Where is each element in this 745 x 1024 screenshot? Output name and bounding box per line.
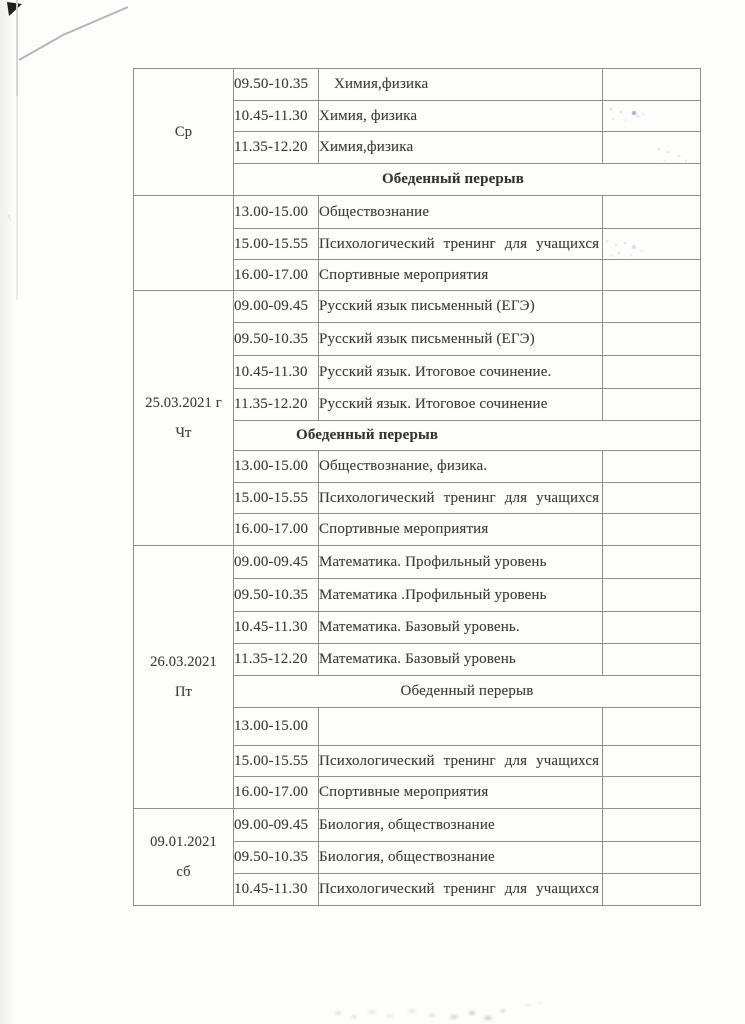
time-cell: 16.00-17.00 [234,514,319,546]
lunch-cell: Обеденный перерыв [234,421,701,451]
subject-cell: Психологический тренинг для учащихся [319,483,603,514]
notes-cell [603,612,701,644]
notes-cell [603,579,701,612]
subject-cell: Спортивные мероприятия [319,260,603,291]
time-cell: 15.00-15.55 [234,483,319,514]
corner-mark-icon [7,2,22,16]
notes-cell [603,842,701,874]
subject-cell: Математика. Базовый уровень. [319,612,603,644]
notes-cell [603,874,701,906]
time-cell: 10.45-11.30 [234,356,319,389]
subject-cell: Русский язык. Итоговое сочинение [319,389,603,421]
date-cell [134,809,234,906]
subject-cell: Обществознание, физика. [319,451,603,483]
subject-cell: Математика .Профильный уровень [319,579,603,612]
subject-cell: Математика. Профильный уровень [319,546,603,579]
date-label: 25.03.2021 г [145,394,222,411]
subject-cell: Психологический тренинг для учащихся [319,746,603,777]
time-cell: 09.50-10.35 [234,842,319,874]
table-row [134,69,701,101]
time-cell: 16.00-17.00 [234,260,319,291]
subject-cell: Спортивные мероприятия [319,777,603,809]
notes-cell [603,260,701,291]
subject-cell: Спортивные мероприятия [319,514,603,546]
date-cell [134,69,234,196]
notes-cell [603,291,701,323]
notes-cell [603,132,701,164]
subject-cell [319,708,603,746]
notes-cell [603,514,701,546]
date-label: 09.01.2021 [150,833,217,850]
notes-cell [603,323,701,356]
date-cell [134,291,234,546]
notes-cell [603,229,701,260]
table-row [134,196,701,229]
notes-cell [603,483,701,514]
time-cell: 10.45-11.30 [234,612,319,644]
schedule-table [133,68,701,906]
time-cell: 09.00-09.45 [234,809,319,842]
notes-cell [603,809,701,842]
blue-ink-smudge [610,108,612,110]
table-row [134,809,701,842]
time-cell: 09.00-09.45 [234,291,319,323]
subject-cell: Обществознание [319,196,603,229]
subject-cell: Психологический тренинг для учащихся [319,874,603,906]
table-row [134,546,701,579]
subject-cell: Химия,физика [319,69,603,101]
gray-speck [8,215,10,217]
day-label: Чт [175,424,192,441]
subject-cell: Математика. Базовый уровень [319,644,603,676]
subject-cell: Русский язык. Итоговое сочинение. [319,356,603,389]
notes-cell [603,777,701,809]
notes-cell [603,451,701,483]
notes-cell [603,196,701,229]
subject-cell: Химия, физика [319,101,603,132]
time-cell: 09.50-10.35 [234,69,319,101]
notes-cell [603,644,701,676]
table-row [134,291,701,323]
notes-cell [603,708,701,746]
subject-cell: Русский язык письменный (ЕГЭ) [319,323,603,356]
time-cell: 11.35-12.20 [234,132,319,164]
blue-ink-smudge [606,240,608,242]
date-cell [134,546,234,809]
subject-cell: Биология, обществознание [319,842,603,874]
subject-cell: Биология, обществознание [319,809,603,842]
time-cell: 16.00-17.00 [234,777,319,809]
time-cell: 13.00-15.00 [234,451,319,483]
day-label: сб [176,863,191,880]
date-cell [134,196,234,291]
ink-bleedthrough-smudge [320,997,548,1024]
notes-cell [603,356,701,389]
notes-cell [603,546,701,579]
time-cell: 10.45-11.30 [234,101,319,132]
time-cell: 15.00-15.55 [234,229,319,260]
time-cell: 11.35-12.20 [234,644,319,676]
date-label: 26.03.2021 [150,653,217,670]
lunch-cell: Обеденный перерыв [234,676,701,708]
time-cell: 15.00-15.55 [234,746,319,777]
time-cell: 11.35-12.20 [234,389,319,421]
notes-cell [603,69,701,101]
gray-speck-smudge [658,148,660,150]
time-cell: 13.00-15.00 [234,196,319,229]
day-label: Пт [174,683,193,700]
fold-line-artifact [19,7,128,60]
notes-cell [603,746,701,777]
time-cell: 09.00-09.45 [234,546,319,579]
time-cell: 09.50-10.35 [234,323,319,356]
subject-cell: Химия,физика [319,132,603,164]
time-cell: 13.00-15.00 [234,708,319,746]
time-cell: 09.50-10.35 [234,579,319,612]
notes-cell [603,389,701,421]
subject-cell: Психологический тренинг для учащихся [319,229,603,260]
notes-cell [603,101,701,132]
lunch-cell: Обеденный перерыв [234,164,701,196]
subject-cell: Русский язык письменный (ЕГЭ) [319,291,603,323]
day-label: Ср [174,123,193,140]
time-cell: 10.45-11.30 [234,874,319,906]
